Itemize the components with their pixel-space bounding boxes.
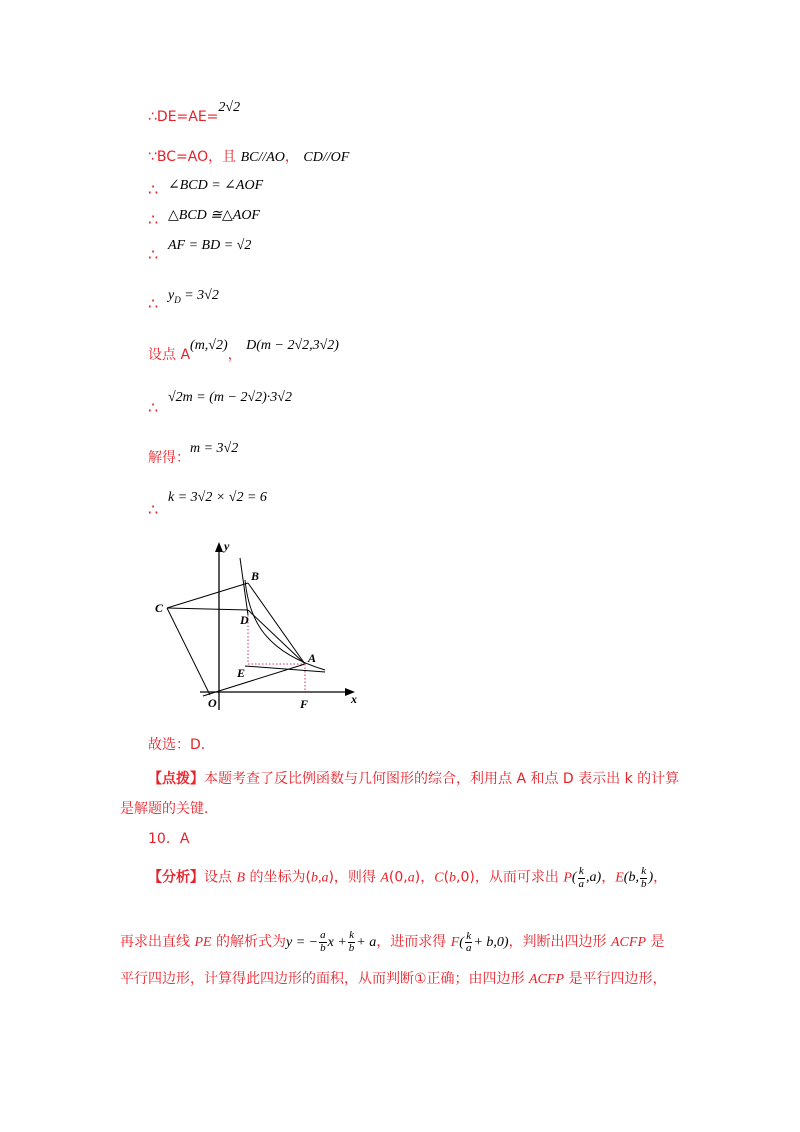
text: 再求出直线 [120,934,195,951]
text: )， [414,869,435,886]
segment-co [167,608,210,695]
math: b, [628,870,639,886]
text: 的解析式为 [211,934,287,951]
label-a: A [308,651,317,665]
comment-line-1 [148,772,679,786]
denominator: b [348,941,355,954]
math: BC//AO [240,150,285,165]
fraction [640,866,648,890]
math: AF = BD = √2 [168,238,252,253]
text: 是平行四边形， [564,971,667,987]
text: 设点 A [148,347,191,363]
math: k = 3√2 × √2 = 6 [168,490,267,505]
numerator: a [320,929,326,941]
label-f: F [300,697,309,711]
sep: ， [284,149,299,165]
math: √2m = (m − 2√2)·3√2 [168,390,292,405]
text: 解得： [148,450,190,466]
therefore-symbol: ∴ [148,500,159,519]
math: ∠BCD = ∠AOF [168,178,264,193]
line-congruent [168,208,260,223]
answer-choice: 故选：D． [148,737,215,753]
therefore-symbol: ∴ [148,398,159,417]
label-d: D [240,613,249,627]
line-through-a [245,666,325,672]
text: ，判断出四边形 [508,934,611,951]
comment-text: 本题考查了反比例函数与几何图形的综合，利用点 A 和点 D 表示出 k 的计算 [204,771,680,787]
math: y [168,288,175,303]
math: a [407,870,415,886]
y-axis-arrow [215,542,223,552]
math: B [236,870,246,886]
line-af-bd [168,238,251,253]
fraction [319,930,327,954]
q10-analysis-line-1: 【分析】设点 B 的坐标为(b,a)，则得 A(0,a)，C(b,0)，从而可求出 P( $\frac{k}{a}$ ,a)，E(b, $\frac{k}{b}$ )， [148,865,668,890]
math: + b,0) [473,935,509,951]
q10-number: 10．A [148,831,190,847]
math: D(m − 2√2,3√2) [246,338,339,353]
math: F [450,935,460,951]
math: 2√2 [218,100,241,115]
denominator: b [640,877,647,890]
text: ， [653,869,668,886]
label-b: B [251,569,260,583]
sep: ， [227,347,242,363]
therefore-symbol: ∴ [148,210,159,229]
numerator: k [349,929,354,941]
text: 的坐标为( [245,869,311,886]
line-yd [168,288,219,305]
text: ， [601,869,616,886]
math: ACFP [529,972,564,987]
denominator: a [465,942,472,955]
math: b,a [310,870,329,886]
math: y = − [286,935,319,951]
text: 是 [646,934,665,951]
line-equation [168,390,292,405]
math: P [563,870,572,886]
numerator: k [466,929,472,942]
line-k-value [168,490,267,505]
fraction [465,931,473,955]
line-bd [240,558,248,615]
q10-analysis-line-2: 再求出直线 PE 的解析式为y = − $\frac{a}{b}$ x + $\frac{k}{b}$ + a，进而求得 F( $\frac{k}{a}$ + b,0)，判断出四边形 ACFP 是 [120,929,665,955]
label-y: y [224,540,230,553]
math: △BCD ≅△AOF [168,208,260,223]
line-set-point [148,338,339,363]
line-solve [148,441,239,466]
segment-cd [167,608,248,610]
therefore-symbol: ∴ [148,294,159,313]
fraction [348,930,356,954]
segment-oa [203,664,305,696]
line-bc-ao [148,150,349,165]
q10-analysis-line-3 [120,972,666,987]
comment-line-2: 是解题的关键． [120,801,218,817]
text: )，则得 [328,869,381,886]
math: CD//OF [303,150,350,165]
label-x: x [351,692,357,706]
line-de-ae [148,100,241,125]
math: ,a [586,870,597,886]
comment-tag: 【点拨】 [148,771,204,787]
math: (m,√2) [190,338,228,353]
subscript: D [174,294,181,305]
math: = 3√2 [180,288,219,303]
text: (0, [388,869,408,886]
therefore-symbol: ∴ [148,180,159,199]
text: ，进而求得 [376,934,451,951]
segment-ba [248,583,305,664]
fraction [578,866,586,890]
geometry-figure [145,540,375,720]
therefore-symbol: ∴ [148,245,159,264]
text: ∴DE=AE= [148,109,219,125]
analysis-tag: 【分析】 [148,869,204,886]
text: 设点 [204,869,237,886]
math: A [380,870,389,886]
math: b [449,870,457,886]
segment-cb [167,583,248,608]
label-e: E [237,666,246,680]
text: ∵BC=AO，且 [148,149,237,165]
math: m = 3√2 [190,441,239,456]
denominator: b [320,941,326,954]
numerator: k [578,865,584,877]
math: PE [194,935,212,951]
text: ( [443,869,450,886]
label-c: C [155,601,164,615]
text: ,0)，从而可求出 [456,869,564,886]
segment-da [248,610,305,664]
numerator: k [641,865,647,877]
line-angle-eq [168,178,263,193]
math: + a [356,935,377,951]
math: x + [327,935,347,951]
text: 平行四边形，计算得此四边形的面积，从而判断①正确；由四边形 [120,971,529,987]
denominator: a [578,877,585,890]
math: E [615,870,624,886]
math: C [434,870,444,886]
label-o: O [208,696,217,710]
math: ACFP [611,935,646,951]
